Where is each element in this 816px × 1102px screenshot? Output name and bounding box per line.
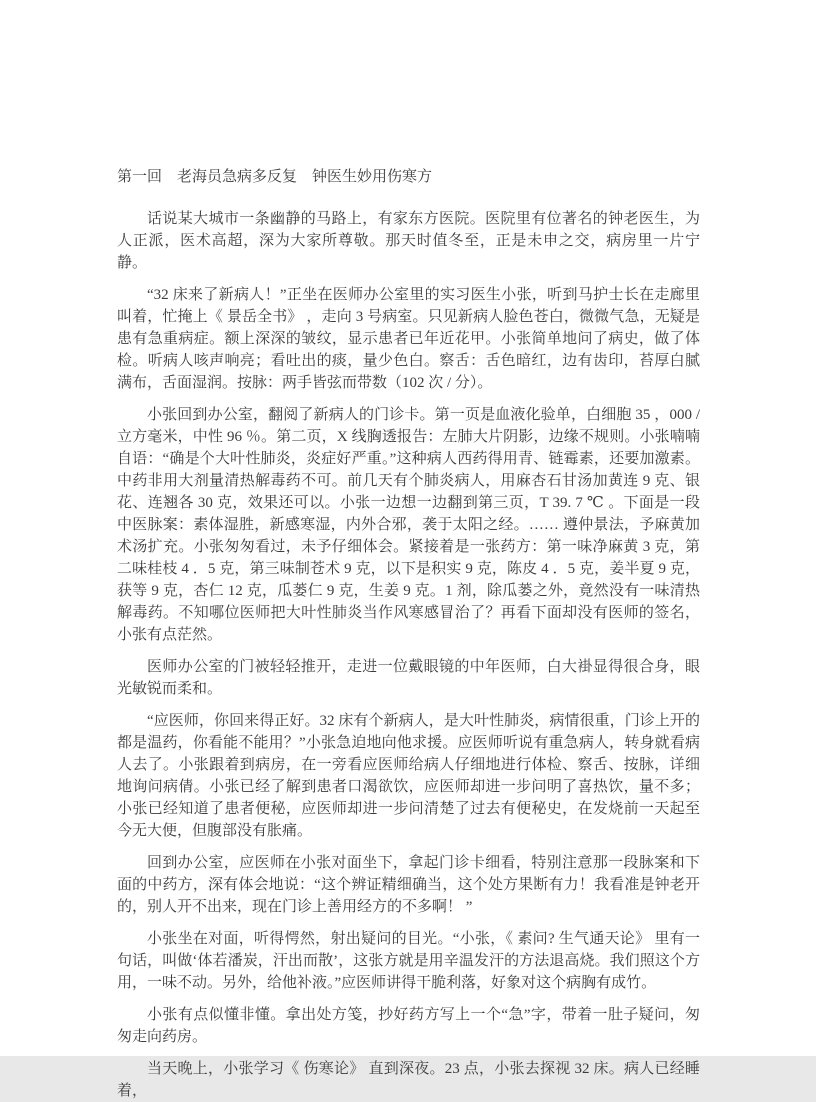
- paragraph: “应医师，你回来得正好。32 床有个新病人，是大叶性肺炎，病情很重，门诊上开的都是温药，你看能不能用？”小张急迫地向他求援。应医师听说有重急病人，转身就看病人去了。小张跟着到病房，在一旁看应医师给病人仔细地进行体检、察舌、按脉，详细地询问病倩。小张已经了解到患者口渴欲饮，应医师却进一步问明了喜热饮，量不多；小张已经知道了患者便秘，应医师却进一步问清楚了过去有便秘史，在发烧前一天起至今无大便，但腹部没有胀痛。: [117, 713, 700, 839]
- chapter-title: 第一回 老海员急病多反复 钟医生妙用伤寒方: [117, 169, 433, 185]
- paragraph: 话说某大城市一条幽静的马路上，有家东方医院。医院里有位著名的钟老医生，为人正派，医术高超，深为大家所尊敬。那天时值冬至，正是未申之交，病房里一片宁静。: [117, 211, 700, 271]
- paragraph: 当天晚上，小张学习《 伤寒论》 直到深夜。23 点，小张去探视 32 床。病人已经睡着，: [117, 1061, 700, 1099]
- paragraph: “32 床来了新病人！”正坐在医师办公室里的实习医生小张，听到马护士长在走廊里叫着，忙掩上《 景岳全书》 ，走向 3 号病室。只见新病人脸色苍白，微微气急，无疑是患有急重病症。额上深深的皱纹，显示患者已年近花甲。小张简单地问了病史，做了体检。听病人咳声响亮；看吐出的痰，量少色白。察舌：舌色暗红，边有齿印，苔厚白腻满布，舌面湿润。按脉：两手皆弦而带数（102 次 / 分）。: [117, 287, 700, 391]
- paragraph: 医师办公室的门被轻轻推开，走进一位戴眼镜的中年医师，白大褂显得很合身，眼光敏锐而柔和。: [117, 659, 700, 697]
- paragraph: 小张坐在对面，听得愕然，射出疑问的目光。“小张，《 素问? 生气通天论》 里有一句话，叫做‘体若潘炭，汗出而散’，这张方就是用辛温发汗的方法退高烧。我们照这个方用，一味不动。另外，给他补液。”应医师讲得干脆利落，好象对这个病胸有成竹。: [117, 931, 700, 991]
- paragraph: 小张有点似懂非懂。拿出处方笺，抄好药方写上一个“急”字，带着一肚子疑问，匆匆走向药房。: [117, 1007, 700, 1045]
- paragraph: 小张回到办公室，翻阅了新病人的门诊卡。第一页是血液化验单，白细胞 35 ，000 / 立方毫米，中性 96 ％。第二页，X 线胸透报告：左肺大片阴影，边缘不规则。小张喃喃自语：“确是个大叶性肺炎，炎症好严重。”这种病人西药得用青、链霉素，还要加激素。中药非用大剂量清热解毒药不可。前几天有个肺炎病人，用麻杏石甘汤加黄连 9 克、银花、连翘各 30 克，效果还可以。小张一边想一边翻到第三页，T 39. 7 ℃ 。下面是一段中医脉案：素体湿胜，新感寒湿，内外合邪，袭于太阳之经。…… 遵仲景法，予麻黄加术汤扩充。小张匆匆看过，未予仔细体会。紧接着是一张药方：第一味净麻黄 3 克，第二味桂枝 4 ．5 克，第三味制苍术 9 克，以下是积实 9 克，陈皮 4 ．5 克，姜半夏 9 克，获等 9 克，杏仁 12 克，瓜蒌仁 9 克，生姜 9 克。1 剂，除瓜蒌之外，竟然没有一味清热解毒药。不知哪位医师把大叶性肺炎当作风寒感冒治了？再看下面却没有医师的签名，小张有点茫然。: [117, 407, 700, 643]
- paragraph: 回到办公室，应医师在小张对面坐下，拿起门诊卡细看，特别注意那一段脉案和下面的中药方，深有体会地说：“这个辨证精细确当，这个处方果断有力！我看准是钟老开的，别人开不出来，现在门诊上善用经方的不多啊！ ”: [117, 855, 700, 915]
- document-body: [117, 208, 700, 1102]
